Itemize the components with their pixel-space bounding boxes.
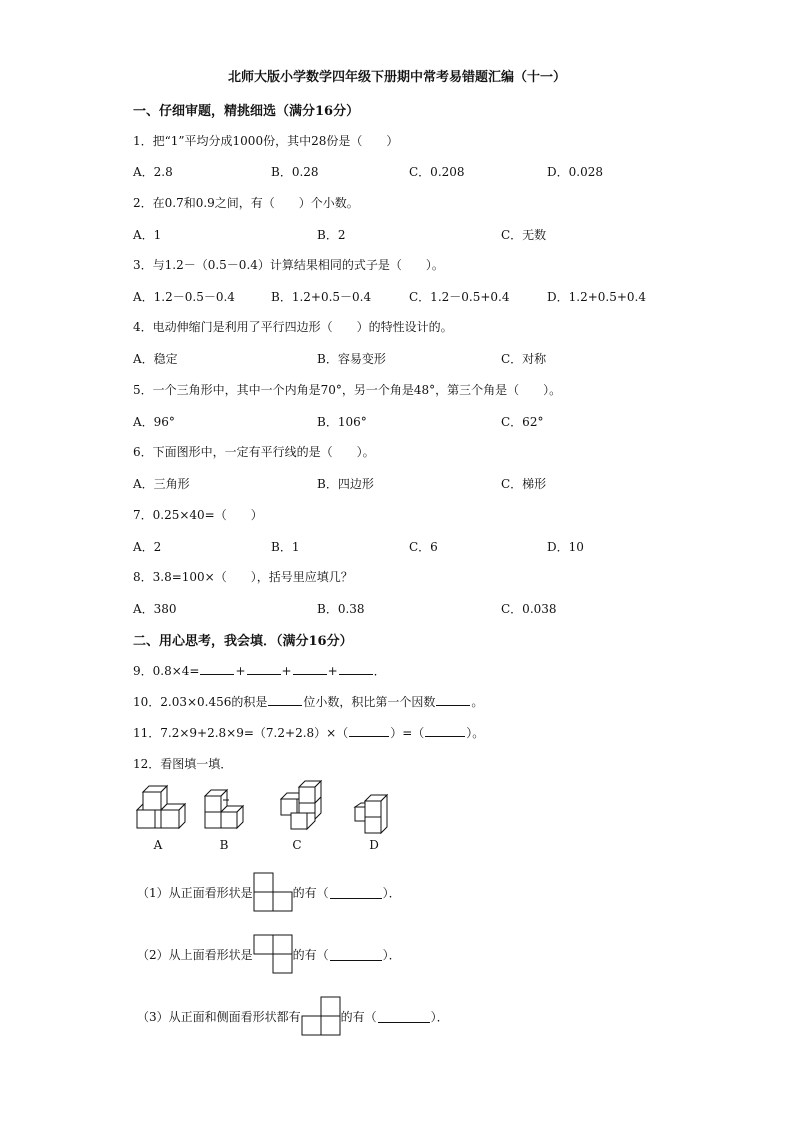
q11-text-c: ）。 [466, 726, 485, 740]
q7-option-d: D．10 [547, 540, 584, 554]
q9-blank-4[interactable] [339, 662, 373, 675]
question-8: 8．3.8=100×（ ），括号里应填几？ [133, 570, 353, 584]
section-2-heading: 二、用心思考，我会填．（满分16分） [133, 634, 353, 649]
q2-option-c: C．无数 [501, 228, 547, 242]
sub3-text-a: （3）从正面和侧面看形状都有 [137, 1009, 301, 1024]
sub2-text-c: ）． [382, 947, 401, 962]
question-3: 3．与1.2－（0.5－0.4）计算结果相同的式子是（ ）。 [133, 258, 444, 272]
q9-blank-1[interactable] [200, 662, 234, 675]
sub-question-1 [137, 872, 401, 912]
q3-option-d: D．1.2+0.5+0.4 [547, 290, 646, 304]
figure-label-b: B [219, 838, 229, 852]
q6-option-a: A．三角形 [133, 477, 190, 491]
q11-text-b: ）=（ [390, 726, 425, 740]
question-12: 12．看图填一填． [133, 757, 233, 771]
q6-option-b: B．四边形 [317, 477, 374, 491]
sub3-blank[interactable] [378, 1010, 430, 1023]
q11-blank-1[interactable] [349, 724, 389, 737]
q10-text-c: 。 [471, 695, 484, 709]
q7-option-b: B．1 [271, 540, 300, 554]
q1-option-b: B．0.28 [271, 165, 319, 179]
question-5: 5．一个三角形中，其中一个内角是70°，另一个角是48°，第三个角是（ ）。 [133, 383, 562, 397]
cube-figure-b [203, 788, 247, 832]
sub3-text-c: ）． [430, 1009, 449, 1024]
q2-option-a: A．1 [133, 228, 162, 242]
q1-option-a: A．2.8 [133, 165, 173, 179]
sub2-blank[interactable] [330, 948, 382, 961]
q3-option-b: B．1.2+0.5－0.4 [271, 290, 372, 304]
q11-text-a: 11．7.2×9+2.8×9=（7.2+2.8）×（ [133, 726, 349, 740]
q6-option-c: C．梯形 [501, 477, 547, 491]
q9-plus-1: + [235, 664, 246, 678]
q2-option-b: B．2 [317, 228, 346, 242]
q9-plus-2: + [281, 664, 292, 678]
sub-question-2 [137, 934, 401, 974]
q4-option-b: B．容易变形 [317, 352, 386, 366]
q1-option-c: C．0.208 [409, 165, 465, 179]
q10-text-b: 位小数，积比第一个因数 [303, 695, 436, 709]
q8-option-c: C．0.038 [501, 602, 557, 616]
q11-blank-2[interactable] [425, 724, 465, 737]
figure-label-c: C [292, 838, 302, 852]
sub1-blank[interactable] [330, 886, 382, 899]
cube-figure-c [279, 779, 325, 831]
q5-option-c: C．62° [501, 415, 544, 429]
page-title: 北师大版小学数学四年级下册期中常考易错题汇编（十一） [227, 70, 566, 85]
q4-option-a: A．稳定 [133, 352, 178, 366]
q9-blank-3[interactable] [293, 662, 327, 675]
figure-label-d: D [369, 838, 379, 852]
question-9 [133, 662, 386, 679]
sub3-text-b: 的有（ [340, 1009, 377, 1024]
sub-question-3 [137, 996, 449, 1036]
q9-blank-2[interactable] [247, 662, 281, 675]
question-2: 2．在0.7和0.9之间，有（ ）个小数。 [133, 196, 359, 210]
sub1-text-c: ）． [382, 885, 401, 900]
top-view-shape-icon [253, 934, 293, 974]
front-side-view-shape-icon [301, 996, 341, 1036]
q7-option-c: C．6 [409, 540, 438, 554]
q5-option-a: A．96° [133, 415, 175, 429]
question-7: 7．0.25×40=（ ） [133, 508, 263, 522]
q9-plus-3: + [327, 664, 338, 678]
cube-figure-d [353, 793, 393, 835]
q10-blank-1[interactable] [268, 693, 302, 706]
q8-option-a: A．380 [133, 602, 177, 616]
question-11 [133, 724, 484, 741]
q4-option-c: C．对称 [501, 352, 547, 366]
question-4: 4．电动伸缩门是利用了平行四边形（ ）的特性设计的。 [133, 320, 453, 334]
q3-option-a: A．1.2－0.5－0.4 [133, 290, 235, 304]
cube-figure-a [135, 784, 187, 832]
question-6: 6．下面图形中，一定有平行线的是（ ）。 [133, 445, 375, 459]
q10-text-a: 10．2.03×0.456的积是 [133, 695, 268, 709]
q10-blank-2[interactable] [436, 693, 470, 706]
front-view-shape-icon [253, 872, 293, 912]
q7-option-a: A．2 [133, 540, 162, 554]
section-1-heading: 一、仔细审题，精挑细选（满分16分） [133, 104, 360, 119]
figure-label-a: A [153, 838, 163, 852]
sub2-text-b: 的有（ [292, 947, 329, 962]
sub1-text-b: 的有（ [292, 885, 329, 900]
question-10 [133, 693, 483, 710]
q1-option-d: D．0.028 [547, 165, 603, 179]
q3-option-c: C．1.2－0.5+0.4 [409, 290, 510, 304]
q8-option-b: B．0.38 [317, 602, 365, 616]
q9-text: 9．0.8×4= [133, 664, 200, 678]
sub1-text-a: （1）从正面看形状是 [137, 885, 253, 900]
sub2-text-a: （2）从上面看形状是 [137, 947, 253, 962]
q5-option-b: B．106° [317, 415, 367, 429]
q9-end: ． [373, 664, 386, 678]
question-1: 1．把“1”平均分成1000份，其中28份是（ ） [133, 134, 399, 148]
